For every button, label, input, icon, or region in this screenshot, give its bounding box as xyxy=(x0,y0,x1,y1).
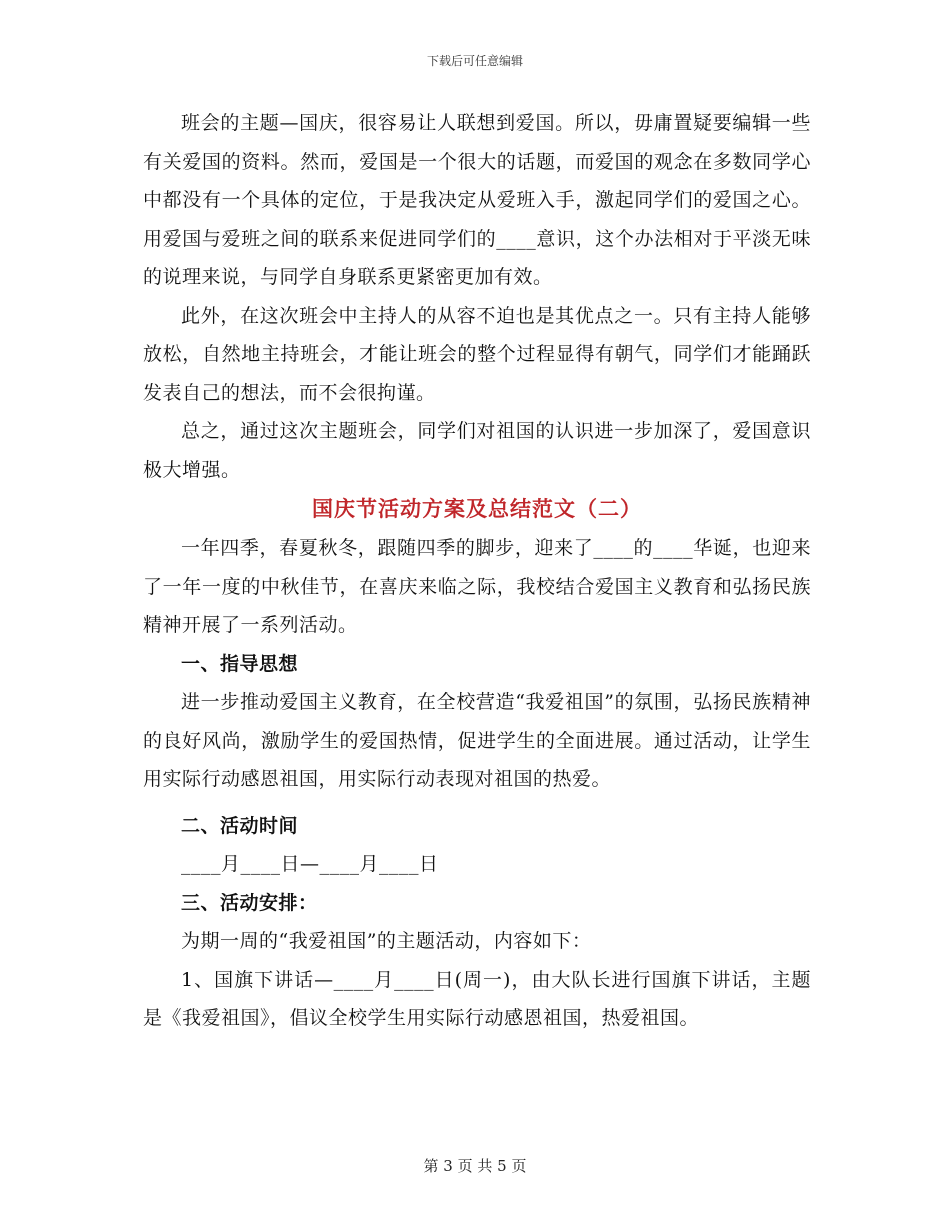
section-title: 国庆节活动方案及总结范文（二） xyxy=(312,496,642,521)
paragraph-host-composure: 此外，在这次班会中主持人的从容不迫也是其优点之一。只有主持人能够放松，自然地主持班会，才能让班会的整个过程显得有朝气，同学们才能踊跃发表自己的想法，而不会很拘谨。 xyxy=(143,304,811,404)
paragraph-guiding-ideology: 进一步推动爱国主义教育，在全校营造“我爱祖国”的氛围，弘扬民族精神的良好风尚，激励学生的爱国热情，促进学生的全面进展。通过活动，让学生用实际行动感恩祖国，用实际行动表现对祖国的热爱。 xyxy=(143,691,811,790)
heading-activity-arrangement: 三、活动安排： xyxy=(181,891,318,914)
page-footer: 第 3 页 共 5 页 xyxy=(423,1157,527,1175)
heading-activity-time: 二、活动时间 xyxy=(181,814,299,837)
heading-guiding-ideology: 一、指导思想 xyxy=(181,652,299,675)
paragraph-intro: 一年四季，春夏秋冬，跟随四季的脚步，迎来了____的____华诞，也迎来了一年一度的中秋佳节，在喜庆来临之际，我校结合爱国主义教育和弘扬民族精神开展了一系列活动。 xyxy=(143,537,811,636)
paragraph-arrangement-intro: 为期一周的“我爱祖国”的主题活动，内容如下： xyxy=(181,930,592,952)
document-body xyxy=(143,104,811,1038)
paragraph-class-meeting-theme: 班会的主题—国庆，很容易让人联想到爱国。所以，毋庸置疑要编辑一些有关爱国的资料。然而，爱国是一个很大的话题，而爱国的观念在多数同学心中都没有一个具体的定位，于是我决定从爱班入手，激起同学们的爱国之心。用爱国与爱班之间的联系来促进同学们的____意识，这个办法相对于平淡无味的说理来说，与同学自身联系更紧密更加有效。 xyxy=(143,112,811,288)
paragraph-flag-speech: 1、国旗下讲话—____月____日(周一)，由大队长进行国旗下讲话，主题是《我爱祖国》，倡议全校学生用实际行动感恩祖国，热爱祖国。 xyxy=(143,968,811,1029)
paragraph-activity-time: ____月____日—____月____日 xyxy=(181,853,439,875)
paragraph-conclusion: 总之，通过这次主题班会，同学们对祖国的认识进一步加深了，爱国意识极大增强。 xyxy=(143,420,811,481)
page-header: 下载后可任意编辑 xyxy=(426,54,523,68)
